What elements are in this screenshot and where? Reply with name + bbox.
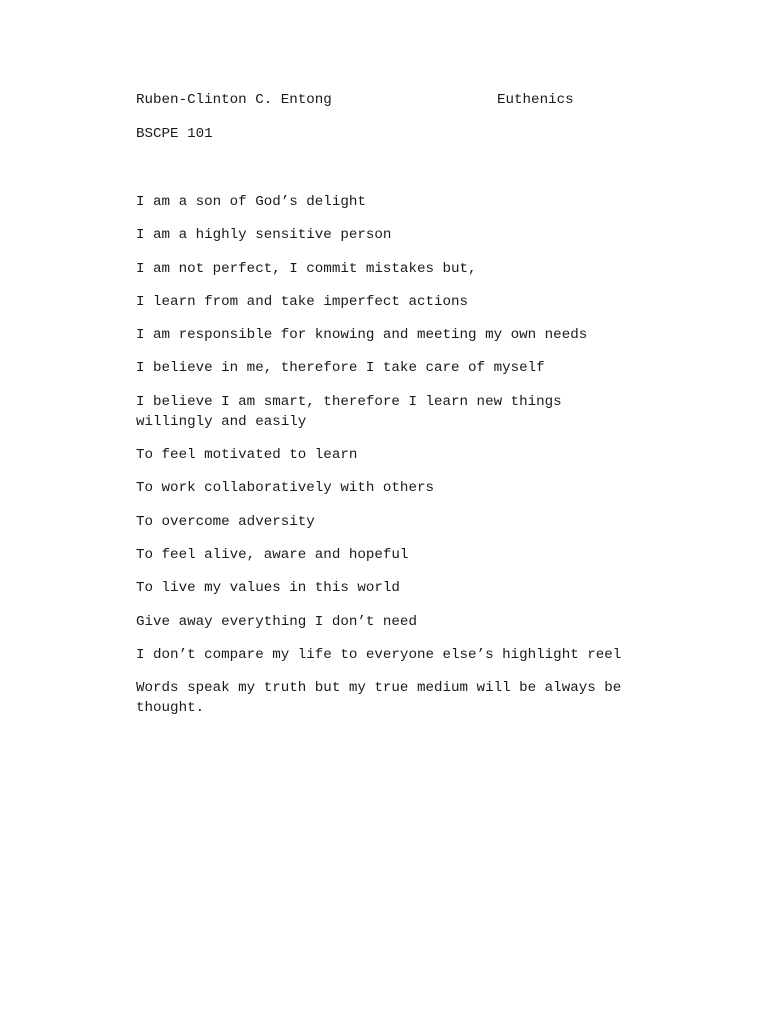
affirmation-line: I am a son of God’s delight	[136, 194, 366, 210]
affirmation-line: I am responsible for knowing and meeting my own needs	[136, 327, 588, 344]
affirmation-line: I believe in me, therefore I take care of myself	[136, 360, 545, 377]
affirmation-line: To overcome adversity	[136, 513, 315, 530]
affirmation-list	[136, 192, 626, 731]
affirmation-line: To feel motivated to learn	[136, 447, 358, 464]
author-name: Ruben-Clinton C. Entong	[136, 92, 332, 108]
subject-title: Euthenics	[497, 92, 574, 108]
affirmation-line: I learn from and take imperfect actions	[136, 293, 469, 310]
affirmation-line: To feel alive, aware and hopeful	[136, 546, 409, 563]
affirmation-line: I am a highly sensitive person	[136, 227, 392, 244]
affirmation-line: I don’t compare my life to everyone else’s highlight reel	[136, 646, 622, 663]
course-code: BSCPE 101	[136, 126, 213, 142]
affirmation-line: To work collaboratively with others	[136, 480, 434, 497]
affirmation-line: Give away everything I don’t need	[136, 613, 417, 630]
affirmation-line: I am not perfect, I commit mistakes but,	[136, 260, 477, 277]
document-header	[136, 92, 636, 112]
affirmation-line: To live my values in this world	[136, 580, 400, 597]
affirmation-line: I believe I am smart, therefore I learn new things willingly and easily	[136, 393, 562, 430]
affirmation-line: Words speak my truth but my true medium will be always be thought.	[136, 680, 622, 717]
